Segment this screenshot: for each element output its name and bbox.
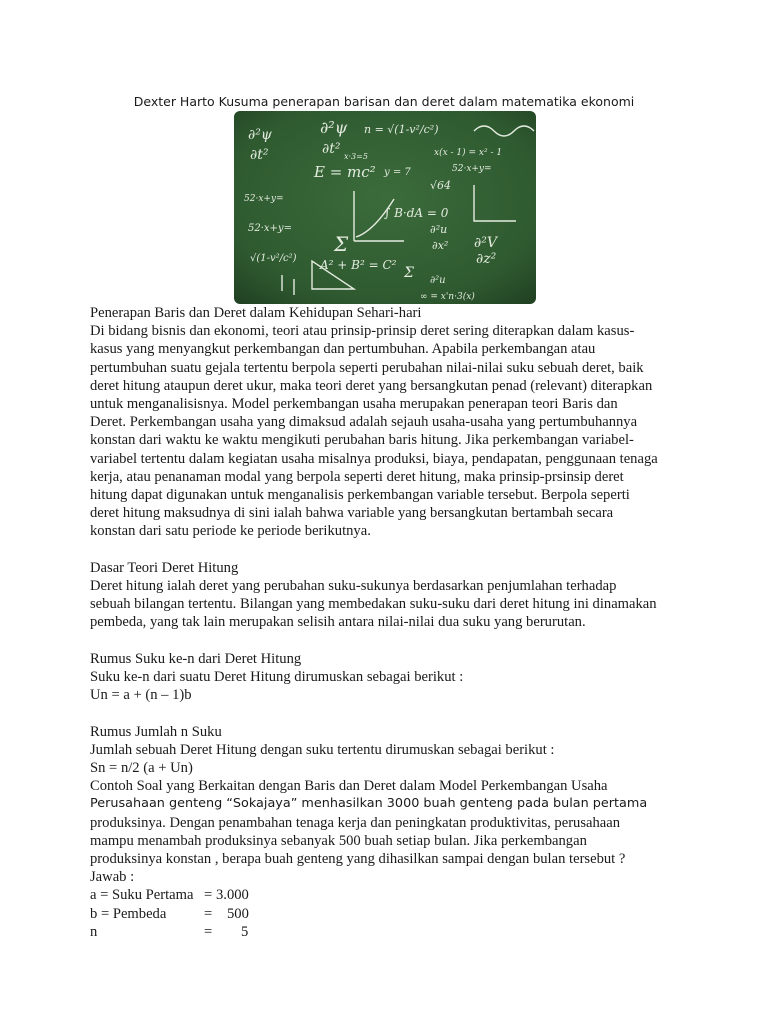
- text-line: deret hitung maksudnya di sini ialah bahwa variable yang bersangkutan bertambah secara: [90, 505, 614, 522]
- chalk-formula: ∞ = x'n·3(x): [420, 292, 475, 302]
- formula-line: Un = a + (n – 1)b: [90, 687, 192, 704]
- section-dasar-teori: [90, 559, 690, 632]
- chalk-formula: ∫ B·dA = 0: [384, 206, 449, 220]
- given-equals: =: [204, 923, 213, 940]
- chalk-formula: E = mc²: [314, 163, 376, 181]
- chalk-formula: ∂t²: [250, 147, 269, 163]
- paragraph-gap: [90, 704, 690, 722]
- chalk-formula: A² + B² = C²: [320, 258, 397, 272]
- article-body: [90, 304, 690, 941]
- chalk-formula: ∂z²: [476, 251, 497, 267]
- given-name: n: [90, 923, 98, 940]
- text-line: kasus yang menyangkut perkembangan dan pertumbuhan. Apabila perkembangan atau: [90, 341, 596, 358]
- chalkboard-image: [234, 111, 536, 304]
- text-line: kerja, atau penanaman modal yang berpola seperti deret hitung, maka prinsip-prsinsip deret: [90, 468, 624, 485]
- chalk-formula: ∂x²: [432, 239, 449, 252]
- chalk-formula: 52·x+y=: [244, 194, 284, 204]
- text-line: produksinya konstan , berapa buah genteng yang dihasilkan sampai dengan bulan tersebut ?: [90, 851, 626, 868]
- text-line: konstan dari waktu ke waktu mengikuti perubahan baris hitung. Jika perkembangan variabel-: [90, 432, 634, 449]
- text-line: hitung dapat digunakan untuk menganalisis perkembangan variable tersebut. Berpola seperti: [90, 487, 630, 504]
- section-contoh-soal: [90, 795, 690, 941]
- text-line: Suku ke-n dari suatu Deret Hitung dirumuskan sebagai berikut :: [90, 669, 464, 686]
- paragraph-gap: [90, 541, 690, 559]
- given-name: a = Suku Pertama: [90, 887, 194, 904]
- chalk-formula: ∂t²: [322, 141, 341, 157]
- given-row: [90, 905, 690, 923]
- given-equals: =: [204, 905, 213, 922]
- text-line: Contoh Soal yang Berkaitan dengan Baris dan Deret dalam Model Perkembangan Usaha: [90, 778, 608, 795]
- given-equals: =: [204, 887, 213, 904]
- section-rumus-suku: [90, 650, 690, 705]
- section-heading: Dasar Teori Deret Hitung: [90, 559, 239, 576]
- text-line: variabel tertentu dalam kegiatan usaha misalnya produksi, biaya, pendapatan, penggunaan tenaga: [90, 450, 658, 467]
- text-line: mampu menambah produksinya sebanyak 500 buah setiap bulan. Jika perkembangan: [90, 832, 587, 849]
- given-row: [90, 886, 690, 904]
- text-line: Di bidang bisnis dan ekonomi, teori atau prinsip-prinsip deret sering diterapkan dalam kasus-: [90, 323, 635, 340]
- chalk-formula: √(1-v²/c²): [250, 253, 297, 264]
- text-line: konstan dari satu periode ke periode berikutnya.: [90, 523, 371, 540]
- chalk-formula: 52·x+y=: [248, 223, 292, 234]
- chalk-formula: Σ: [404, 265, 414, 281]
- document-title: Dexter Harto Kusuma penerapan barisan dan deret dalam matematika ekonomi: [133, 94, 635, 109]
- text-line: deret hitung ataupun deret ukur, maka teori deret yang bersangkutan penad (relevant) diterapkan: [90, 377, 653, 394]
- text-line: sebuah bilangan tertentu. Bilangan yang membedakan suku-suku dari deret hitung ini dinamakan: [90, 596, 657, 613]
- chalk-formula: n = √(1-v²/c²): [364, 123, 439, 136]
- text-line: produksinya. Dengan penambahan tenaga kerja dan peningkatan produktivitas, perusahaan: [90, 814, 621, 831]
- chalk-formula: y = 7: [384, 167, 411, 178]
- given-row: [90, 923, 690, 941]
- text-line: untuk menganalisisnya. Model perkembangan usaha merupakan penerapan teori Baris dan: [90, 396, 618, 413]
- chalk-formula: ∂²u: [430, 275, 446, 286]
- text-line: pertumbuhan suatu gejala tertentu berpola seperti perubahan nilai-nilai suku sebuah deret, baik: [90, 359, 644, 376]
- given-value: 3.000: [216, 887, 249, 904]
- section-rumus-jumlah: [90, 723, 690, 796]
- chalk-formula: x(x - 1) = x² - 1: [434, 148, 503, 158]
- text-line: Deret hitung ialah deret yang perubahan suku-sukunya berdasarkan penjumlahan terhadap: [90, 578, 617, 595]
- paragraph-gap: [90, 632, 690, 650]
- chalk-formula: ∂²u: [430, 223, 448, 236]
- section-heading: Penerapan Baris dan Deret dalam Kehidupan Sehari-hari: [90, 305, 422, 321]
- text-line: Perusahaan genteng “Sokajaya” menhasilkan 3000 buah genteng pada bulan pertama: [90, 796, 648, 812]
- chalk-formula: ∂²V: [474, 235, 497, 251]
- text-line: Jumlah sebuah Deret Hitung dengan suku tertentu dirumuskan sebagai berikut :: [90, 741, 555, 758]
- chalk-formula: x·3=5: [344, 152, 368, 161]
- chalk-formula: 52·x+y=: [452, 164, 492, 174]
- given-name: b = Pembeda: [90, 905, 167, 922]
- chalk-formula: √64: [430, 179, 452, 192]
- text-line: Jawab :: [90, 869, 135, 886]
- section-heading: Rumus Suku ke-n dari Deret Hitung: [90, 650, 302, 667]
- formula-line: Sn = n/2 (a + Un): [90, 760, 193, 777]
- text-line: pembeda, yang tak lain merupakan selisih antara nilai-nilai dua suku yang berurutan.: [90, 614, 586, 631]
- section-heading: Rumus Jumlah n Suku: [90, 723, 222, 740]
- section-penerapan: [90, 304, 690, 541]
- chalk-formula: ∂²ψ: [248, 127, 272, 143]
- given-value: 500: [227, 905, 249, 922]
- given-value: 5: [241, 923, 249, 940]
- chalk-formula: ∂²ψ: [320, 118, 348, 137]
- chalk-formula: Σ: [334, 232, 349, 256]
- text-line: Deret. Perkembangan usaha yang dimaksud adalah sejauh usaha-usaha yang pertumbuhannya: [90, 414, 638, 431]
